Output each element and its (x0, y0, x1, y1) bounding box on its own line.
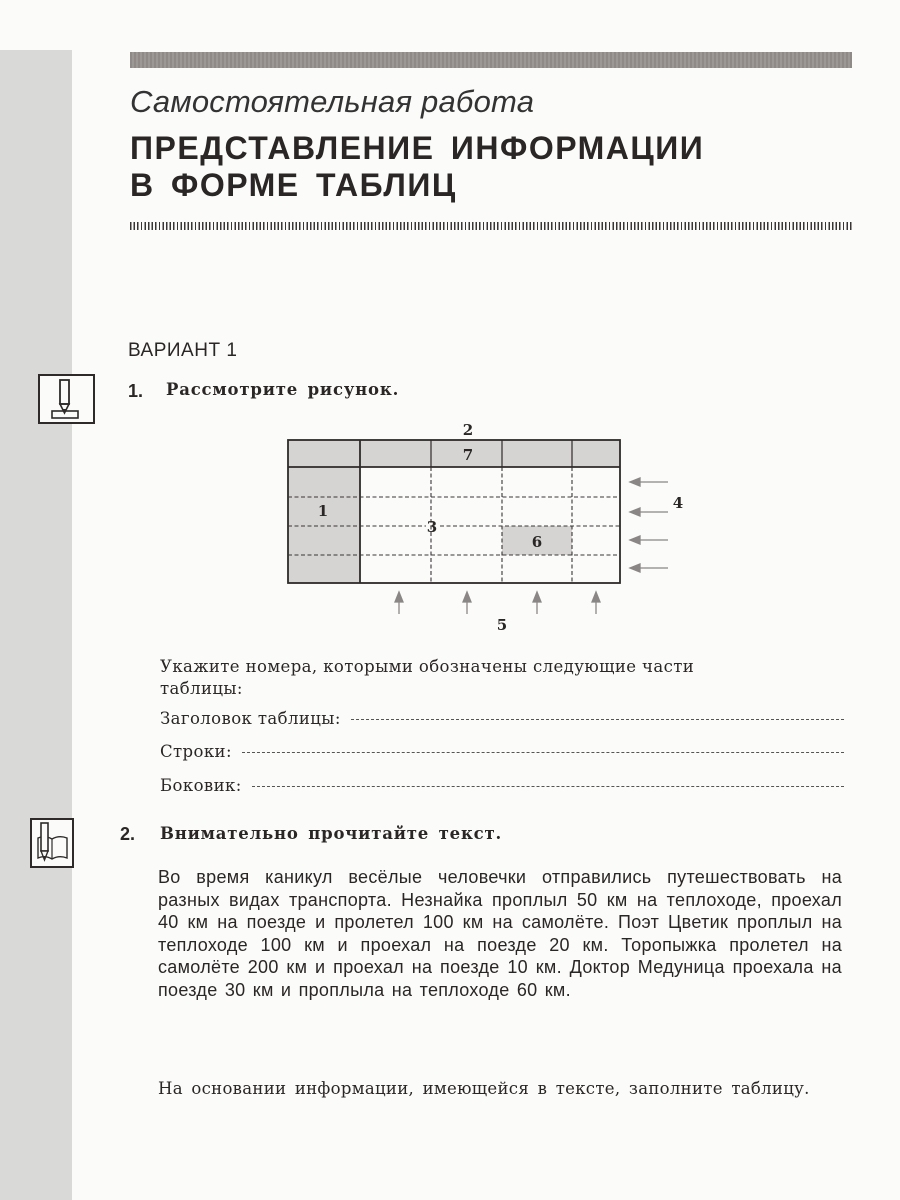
task-1-instruction: Рассмотрите рисунок. (166, 380, 400, 399)
answer-row-stub (160, 776, 844, 795)
answer-field-stub[interactable] (252, 785, 844, 787)
answer-label-table-header: Заголовок таблицы: (160, 709, 341, 728)
title-line-2: В ФОРМЕ ТАБЛИЦ (130, 167, 457, 203)
label-7: 7 (462, 446, 474, 464)
answer-row-table-header (160, 709, 844, 728)
task-1-question-line-2: таблицы: (160, 679, 243, 698)
page-margin-strip (0, 50, 72, 1200)
page-title (130, 130, 704, 204)
answer-field-rows[interactable] (242, 751, 844, 753)
variant-heading: ВАРИАНТ 1 (128, 340, 238, 361)
answer-field-table-header[interactable] (351, 718, 844, 720)
pencil-book-icon (30, 818, 74, 868)
title-line-1: ПРЕДСТАВЛЕНИЕ ИНФОРМАЦИИ (130, 130, 705, 166)
answer-label-stub: Боковик: (160, 776, 242, 795)
label-5: 5 (496, 616, 508, 634)
label-3: 3 (426, 518, 438, 536)
task-2-instruction: Внимательно прочитайте текст. (160, 824, 503, 843)
task-2-story-text: Во время каникул весёлые человечки отправились путешествовать на разных видах транспорта. Незнайка проплыл 50 км на теплоходе, проехал 40 км на поезде и пролетел 100 км на самолёте. Поэт Цветик проплыл на теплоходе 100 км и проехал на поезде 20 км. Торопыжка пролетел на самолёте 200 км и проехал на поезде 10 км. Доктор Медуница проехала на поезде 30 км и проплыла на теплоходе 60 км. (158, 867, 842, 1000)
answer-label-rows: Строки: (160, 742, 232, 761)
label-4: 4 (672, 494, 684, 512)
label-2: 2 (462, 421, 474, 439)
title-divider (130, 222, 852, 230)
section-subtitle: Самостоятельная работа (130, 84, 535, 119)
pencil-write-icon (38, 374, 95, 424)
answer-row-rows (160, 742, 844, 761)
header-bar (130, 52, 852, 68)
task-2-fill-table-instruction: На основании информации, имеющейся в тексте, заполните таблицу. (158, 1079, 810, 1098)
task-2-number: 2. (120, 824, 136, 844)
task-1-number: 1. (128, 381, 144, 401)
table-parts-diagram (280, 418, 720, 638)
task-1-question-line-1: Укажите номера, которыми обозначены следующие части (160, 657, 695, 676)
label-1: 1 (317, 502, 329, 520)
label-6: 6 (531, 533, 543, 551)
